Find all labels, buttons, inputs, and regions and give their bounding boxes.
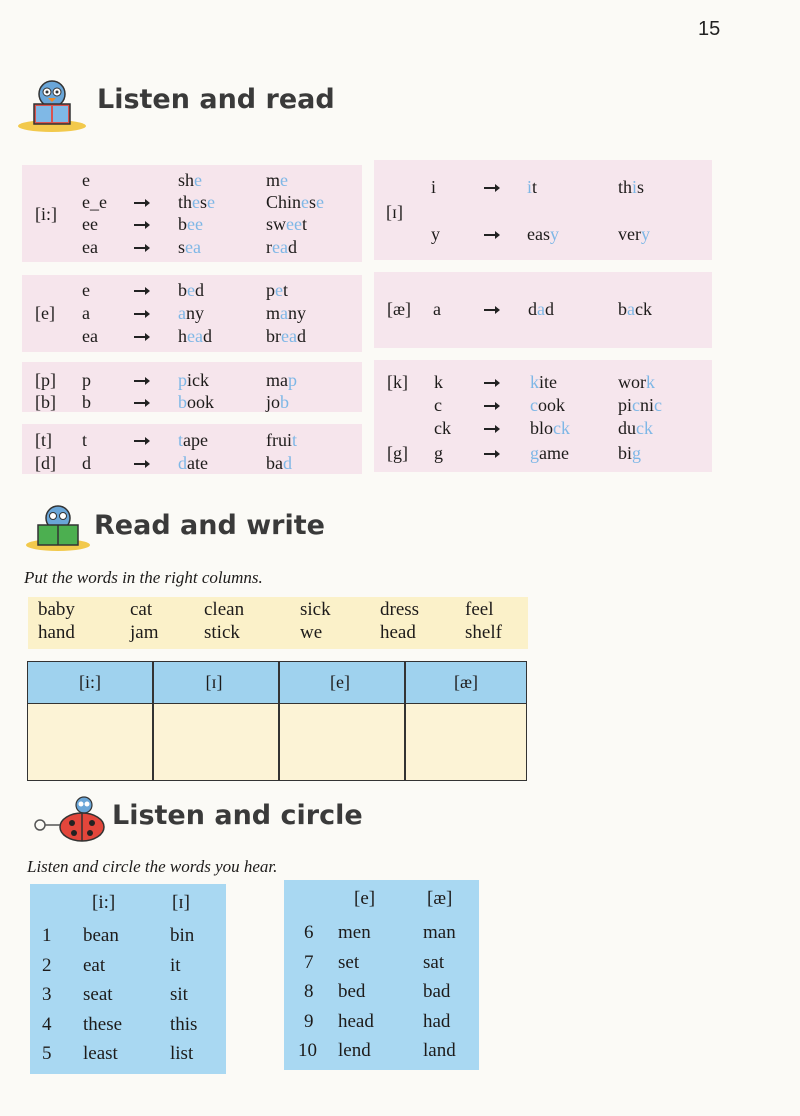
phonetic-symbol: [b] [35, 392, 56, 412]
choice-word[interactable]: list [170, 1043, 194, 1064]
example-word [527, 177, 537, 197]
highlighted-letters: i [527, 177, 533, 197]
arrow-icon [134, 202, 146, 204]
item-number: 6 [304, 922, 314, 943]
word-letters: ape [183, 430, 208, 450]
word-letters: t [302, 214, 308, 234]
word-bank-word: sick [300, 599, 331, 620]
example-word [178, 303, 204, 323]
highlighted-letters: c [632, 395, 641, 415]
phonetic-symbol: [ɪ] [386, 202, 403, 222]
word-letters: s [200, 192, 208, 212]
column-header: [i:] [79, 672, 101, 692]
spelling-pattern: k [434, 372, 443, 392]
highlighted-letters: d [178, 453, 187, 473]
word-bank-word: stick [204, 622, 240, 643]
section-title-listen-and-circle: Listen and circle [112, 800, 363, 831]
highlighted-letters: k [646, 372, 655, 392]
choice-word[interactable]: eat [83, 954, 106, 976]
example-word [266, 214, 307, 234]
highlighted-letters: p [288, 370, 297, 390]
word-letters: d [202, 326, 212, 346]
arrow-icon [484, 453, 496, 455]
circle-box-left [30, 884, 226, 1074]
word-letters: ny [186, 303, 204, 323]
arrow-icon [484, 405, 496, 407]
arrow-icon [134, 463, 146, 465]
item-number: 7 [304, 951, 314, 973]
example-word [618, 224, 650, 244]
word-letters: Chin [266, 192, 302, 212]
spelling-pattern: t [82, 430, 88, 450]
choice-word[interactable]: least [83, 1043, 118, 1064]
word-bank-word: dress [380, 599, 420, 620]
highlighted-letters: p [178, 370, 187, 390]
choice-word[interactable]: bean [83, 925, 119, 946]
word-letters: ite [539, 372, 557, 392]
word-letters: d [195, 280, 204, 300]
word-letters: ba [266, 453, 283, 473]
item-number: 8 [304, 981, 314, 1002]
highlighted-letters: ea [281, 326, 297, 346]
example-word [530, 372, 557, 392]
example-word [527, 224, 559, 244]
example-word [178, 370, 209, 390]
word-letters: m [266, 303, 281, 323]
example-word [266, 326, 306, 346]
highlighted-letters: ee [187, 214, 203, 234]
word-letters: ame [539, 443, 569, 463]
word-letters: t [283, 280, 289, 300]
choice-word[interactable]: sat [423, 951, 445, 973]
word-letters: th [178, 192, 193, 212]
example-word [530, 395, 565, 415]
answer-cell-ii[interactable] [28, 704, 152, 780]
column-header: [ɪ] [172, 892, 190, 913]
word-letters: m [266, 170, 281, 190]
highlighted-letters: y [640, 224, 650, 244]
word-letters: wor [618, 372, 646, 392]
example-word [266, 192, 324, 212]
word-letters: t [532, 177, 538, 197]
sort-table [27, 661, 527, 781]
section-title-read-and-write: Read and write [94, 510, 325, 541]
example-word [618, 395, 662, 415]
spelling-pattern: a [82, 303, 90, 323]
word-letters: sw [266, 214, 287, 234]
choice-word[interactable]: these [83, 1013, 123, 1035]
highlighted-letters: a [537, 299, 545, 319]
word-bank-word: cat [130, 599, 153, 620]
choice-word[interactable]: set [338, 951, 360, 973]
item-number: 4 [42, 1013, 52, 1035]
spelling-pattern: ea [82, 237, 98, 257]
highlighted-letters: e [280, 170, 289, 190]
arrow-icon [484, 309, 496, 311]
spelling-pattern: ee [82, 214, 98, 234]
item-number: 1 [42, 925, 52, 946]
reading-bird-mascot-icon [16, 78, 88, 134]
word-bank-word: feel [465, 599, 494, 620]
choice-word[interactable]: land [423, 1040, 456, 1061]
word-letters: br [266, 326, 281, 346]
highlighted-letters: g [530, 443, 539, 463]
spelling-pattern: e_e [82, 192, 107, 212]
choice-word[interactable]: head [338, 1010, 374, 1032]
word-letters: ny [288, 303, 307, 323]
answer-cell-ae[interactable] [406, 704, 526, 780]
choice-word[interactable]: sit [170, 984, 188, 1005]
arrow-icon [484, 382, 496, 384]
example-word [178, 170, 202, 190]
choice-word[interactable]: seat [83, 984, 113, 1005]
example-word [178, 192, 215, 212]
item-number: 10 [298, 1040, 317, 1061]
example-word [618, 299, 652, 319]
item-number: 3 [42, 984, 52, 1005]
choice-word[interactable]: bed [338, 981, 366, 1002]
word-letters: r [266, 237, 272, 257]
example-word [266, 392, 289, 412]
arrow-icon [484, 428, 496, 430]
word-letters: s [309, 192, 317, 212]
choice-word[interactable]: this [170, 1013, 198, 1035]
page-number: 15 [698, 18, 721, 40]
word-letters: b [178, 214, 187, 234]
column-header: [æ] [427, 888, 453, 909]
highlighted-letters: e [301, 192, 310, 212]
item-number: 5 [42, 1043, 52, 1064]
highlighted-letters: e [316, 192, 325, 212]
word-bank-word: clean [204, 599, 245, 620]
highlighted-letters: ck [553, 418, 571, 438]
example-word [178, 214, 203, 234]
highlighted-letters: ck [636, 418, 653, 438]
word-letters: blo [530, 418, 554, 438]
phonetic-symbol: [d] [35, 453, 56, 473]
word-letters: jo [266, 392, 281, 412]
word-letters: s [178, 237, 186, 257]
word-letters: frui [266, 430, 292, 450]
highlighted-letters: d [283, 453, 292, 473]
word-letters: d [296, 326, 306, 346]
word-letters: ma [266, 370, 288, 390]
example-word [266, 453, 292, 473]
column-header: [i:] [92, 892, 116, 913]
example-word [266, 170, 288, 190]
phonetic-symbol: [e] [35, 303, 55, 323]
arrow-icon [134, 402, 146, 404]
highlighted-letters: a [178, 303, 186, 323]
highlighted-letters: e [207, 192, 216, 212]
highlighted-letters: y [549, 224, 559, 244]
column-divider [404, 662, 406, 780]
spelling-pattern: p [82, 370, 91, 390]
spelling-pattern: ck [434, 418, 451, 438]
example-word [528, 299, 554, 319]
word-letters: d [528, 299, 537, 319]
spelling-pattern: a [433, 299, 441, 319]
example-word [178, 280, 204, 300]
highlighted-letters: t [292, 430, 298, 450]
example-word [530, 418, 570, 438]
word-bank-word: jam [130, 622, 159, 643]
spelling-pattern: e [82, 170, 90, 190]
spelling-pattern: b [82, 392, 91, 412]
phonetic-symbol: [t] [35, 430, 52, 450]
word-bank-word: hand [38, 622, 75, 643]
example-word [178, 392, 214, 412]
word-letters: h [178, 326, 187, 346]
word-letters: ver [618, 224, 641, 244]
arrow-icon [484, 234, 496, 236]
column-divider [278, 662, 280, 780]
section-title-listen-and-read: Listen and read [97, 84, 335, 115]
example-word [618, 443, 641, 463]
choice-word[interactable]: had [423, 1010, 451, 1032]
column-header: [e] [354, 888, 376, 909]
highlighted-letters: e [187, 280, 195, 300]
word-letters: ck [635, 299, 652, 319]
highlighted-letters: a [280, 303, 289, 323]
word-bank-word: baby [38, 599, 75, 620]
sort-table-header [28, 662, 526, 704]
ladybug-mascot-icon [30, 795, 106, 843]
highlighted-letters: ea [187, 326, 203, 346]
word-bank-word: head [380, 622, 416, 643]
highlighted-letters: e [194, 170, 203, 190]
word-letters: s [637, 177, 645, 197]
item-number: 2 [42, 954, 52, 976]
highlighted-letters: b [178, 392, 187, 412]
word-letters: ook [538, 395, 565, 415]
example-word [178, 430, 208, 450]
arrow-icon [134, 440, 146, 442]
highlighted-letters: b [280, 392, 290, 412]
answer-cell-ih[interactable] [154, 704, 278, 780]
phonetic-symbol: [g] [387, 443, 408, 463]
highlighted-letters: e [192, 192, 201, 212]
example-word [618, 372, 655, 392]
spelling-pattern: c [434, 395, 442, 415]
example-word [178, 326, 212, 346]
highlighted-letters: ee [286, 214, 302, 234]
phonetic-symbol: [p] [35, 370, 56, 390]
column-divider [152, 662, 154, 780]
spelling-pattern: g [434, 443, 443, 463]
word-letters: ook [187, 392, 214, 412]
arrow-icon [134, 290, 146, 292]
spelling-pattern: d [82, 453, 91, 473]
highlighted-letters: ea [185, 237, 201, 257]
arrow-icon [134, 380, 146, 382]
sort-table-body [28, 704, 526, 780]
highlighted-letters: a [627, 299, 635, 319]
reading-bird-mascot-icon [24, 503, 92, 553]
highlighted-letters: c [530, 395, 538, 415]
arrow-icon [134, 247, 146, 249]
highlighted-letters: g [632, 443, 642, 463]
word-bank [28, 597, 528, 649]
spelling-pattern: y [431, 224, 440, 244]
phonetic-symbol: [i:] [35, 204, 57, 224]
choice-word[interactable]: man [423, 922, 456, 943]
example-word [266, 303, 306, 323]
word-bank-word: shelf [465, 622, 502, 643]
column-header: [æ] [454, 672, 478, 692]
word-letters: th [618, 177, 633, 197]
example-word [266, 280, 288, 300]
highlighted-letters: k [530, 372, 539, 392]
highlighted-letters: ea [272, 237, 288, 257]
example-word [618, 418, 653, 438]
word-letters: ick [187, 370, 209, 390]
word-letters: d [545, 299, 554, 319]
highlighted-letters: i [632, 177, 638, 197]
arrow-icon [134, 224, 146, 226]
choice-word[interactable]: bin [170, 925, 195, 946]
column-header: [ɪ] [205, 672, 223, 692]
choice-word[interactable]: bad [423, 981, 451, 1002]
choice-word[interactable]: lend [338, 1040, 371, 1061]
word-letters: b [618, 299, 627, 319]
highlighted-letters: e [275, 280, 283, 300]
example-word [178, 237, 201, 257]
answer-cell-e[interactable] [280, 704, 404, 780]
example-word [618, 177, 644, 197]
instruction-read-write: Put the words in the right columns. [24, 568, 263, 587]
arrow-icon [134, 313, 146, 315]
spelling-pattern: ea [82, 326, 98, 346]
arrow-icon [134, 336, 146, 338]
item-number: 9 [304, 1010, 314, 1032]
word-bank-word: we [300, 622, 323, 643]
choice-word[interactable]: it [170, 954, 181, 976]
word-letters: pi [618, 395, 633, 415]
word-letters: eas [527, 224, 550, 244]
choice-word[interactable]: men [338, 922, 371, 943]
spelling-pattern: e [82, 280, 90, 300]
example-word [530, 443, 569, 463]
word-letters: ni [640, 395, 655, 415]
word-letters: du [618, 418, 636, 438]
column-header: [e] [330, 672, 350, 692]
phonetic-symbol: [k] [387, 372, 408, 392]
example-word [266, 237, 297, 257]
example-word [266, 370, 297, 390]
example-word [178, 453, 208, 473]
word-letters: d [287, 237, 297, 257]
highlighted-letters: c [654, 395, 663, 415]
word-letters: b [178, 280, 187, 300]
word-letters: sh [178, 170, 195, 190]
spelling-pattern: i [431, 177, 437, 197]
word-letters: bi [618, 443, 633, 463]
word-letters: ate [187, 453, 208, 473]
example-word [266, 430, 297, 450]
instruction-listen-circle: Listen and circle the words you hear. [27, 857, 278, 876]
panel-ih [374, 160, 712, 260]
phonetic-symbol: [æ] [387, 299, 411, 319]
highlighted-letters: t [178, 430, 184, 450]
arrow-icon [484, 187, 496, 189]
word-letters: p [266, 280, 275, 300]
